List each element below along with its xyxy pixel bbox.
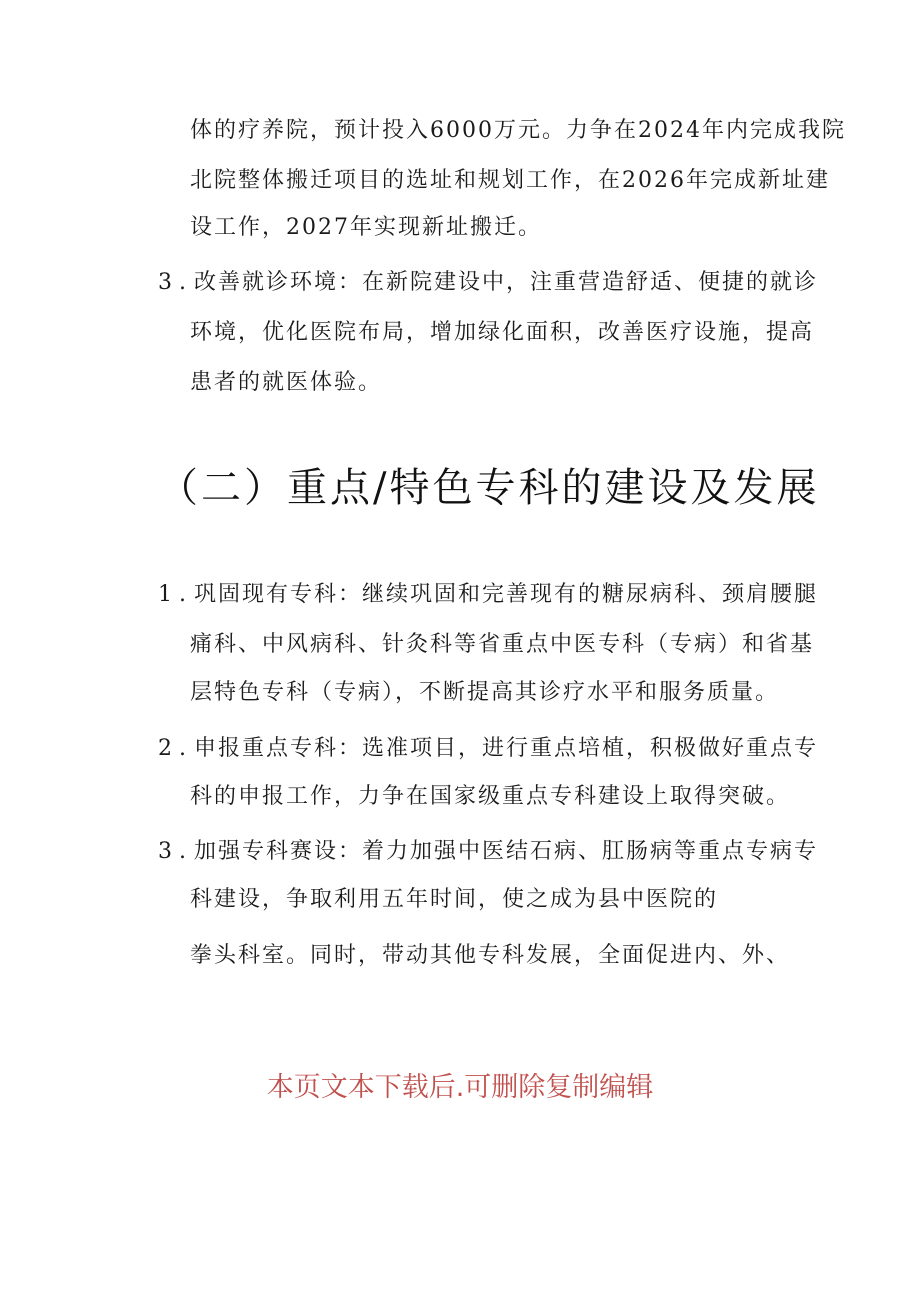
text-line: 申报重点专科：选准项目，进行重点培植，积极做好重点专 bbox=[194, 736, 819, 761]
text-line: 环境，优化医院布局，增加绿化面积，改善医疗设施，提高 bbox=[190, 320, 815, 345]
text-line: 北院整体搬迁项目的选址和规划工作，在2026年完成新址建 bbox=[190, 168, 830, 193]
text-line: 设工作，2027年实现新址搬迁。 bbox=[190, 215, 542, 240]
text-line: 层特色专科（专病），不断提高其诊疗水平和服务质量。 bbox=[190, 680, 780, 705]
text-line: 拳头科室。同时，带动其他专科发展，全面促进内、外、 bbox=[190, 943, 791, 968]
text-line: 痛科、中风病科、针灸科等省重点中医专科（专病）和省基 bbox=[190, 632, 815, 657]
item-number: 3 . bbox=[158, 839, 186, 864]
download-edit-note: 本页文本下载后.可删除复制编辑 bbox=[266, 1072, 654, 1103]
item-number: 1 . bbox=[158, 582, 186, 607]
text-line: 科的申报工作，力争在国家级重点专科建设上取得突破。 bbox=[190, 784, 791, 809]
text-line: 巩固现有专科：继续巩固和完善现有的糖尿病科、颈肩腰腿 bbox=[194, 582, 819, 607]
text-line: 体的疗养院，预计投入6000万元。力争在2024年内完成我院 bbox=[190, 118, 846, 143]
text-line: 改善就诊环境：在新院建设中，注重营造舒适、便捷的就诊 bbox=[194, 270, 819, 295]
text-line: 科建设，争取利用五年时间，使之成为县中医院的 bbox=[190, 887, 719, 912]
section-heading: （二）重点/特色专科的建设及发展 bbox=[158, 465, 820, 511]
text-line: 加强专科赛设：着力加强中医结石病、肛肠病等重点专病专 bbox=[194, 839, 819, 864]
item-number: 2 . bbox=[158, 736, 186, 761]
item-number: 3 . bbox=[158, 270, 186, 295]
text-line: 患者的就医体验。 bbox=[190, 370, 383, 395]
